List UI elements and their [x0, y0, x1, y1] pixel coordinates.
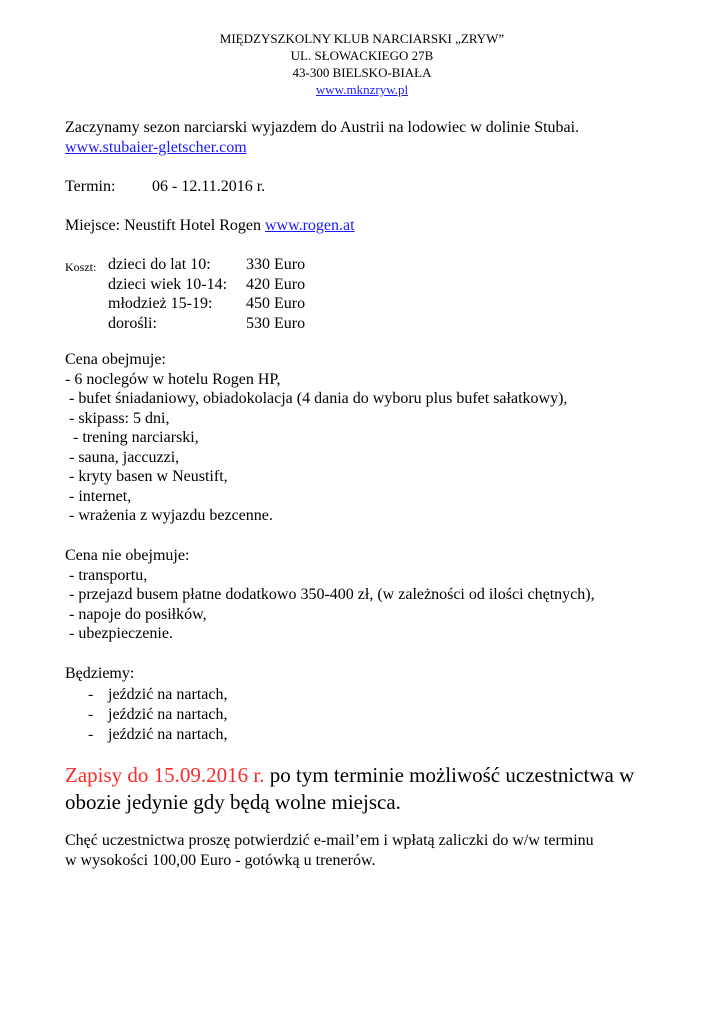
includes-item: - internet,: [65, 487, 132, 505]
includes-item: - sauna, jaccuzzi,: [65, 448, 180, 466]
includes-item: - skipass: 5 dni,: [65, 409, 170, 427]
termin-value: 06 - 12.11.2016 r.: [152, 178, 266, 195]
includes-item: - bufet śniadaniowy, obiadokolacja (4 dania do wyboru plus bufet sałatkowy),: [65, 390, 568, 407]
list-item-text: jeździć na nartach,: [108, 706, 228, 723]
excludes-item: - przejazd busem płatne dodatkowo 350-400 zł, (w zależności od ilości chętnych),: [65, 586, 595, 603]
excludes-item: - napoje do posiłków,: [65, 605, 207, 623]
includes-section: [65, 350, 567, 526]
intro-paragraph: [65, 118, 579, 157]
termin-line: [65, 177, 266, 197]
intro-text: Zaczynamy sezon narciarski wyjazdem do Austrii na lodowiec w dolinie Stubai.: [65, 119, 580, 136]
list-item-text: jeździć na nartach,: [108, 726, 228, 743]
club-website-link[interactable]: www.mknzryw.pl: [315, 82, 409, 97]
rogen-link[interactable]: www.rogen.at: [264, 217, 355, 234]
dash-bullet: -: [88, 726, 94, 743]
list-item-text: jeździć na nartach,: [108, 686, 228, 703]
activities-title: Będziemy:: [65, 665, 135, 682]
deadline-date: Zapisy do 15.09.2016 r.: [65, 763, 265, 787]
includes-item: - wrażenia z wyjazdu bezcenne.: [65, 507, 273, 524]
excludes-section: [65, 546, 595, 644]
cost-row-label: dzieci do lat 10:: [108, 256, 211, 273]
cost-row-label: dzieci wiek 10-14:: [108, 275, 228, 293]
club-street: UL. SŁOWACKIEGO 27B: [290, 48, 434, 63]
dash-bullet: -: [88, 686, 94, 703]
dash-bullet: -: [88, 706, 94, 723]
cost-row-price: 530 Euro: [246, 314, 306, 332]
cost-row-price: 420 Euro: [246, 275, 306, 293]
cost-row-label: dorośli:: [108, 314, 157, 332]
includes-item: - 6 noclegów w hotelu Rogen HP,: [65, 370, 281, 388]
miejsce-line: [65, 216, 355, 236]
includes-item: - kryty basen w Neustift,: [65, 468, 228, 485]
excludes-item: - transportu,: [65, 566, 148, 584]
miejsce-text: Miejsce: Neustift Hotel Rogen: [65, 217, 265, 234]
termin-label: Termin:: [65, 178, 116, 195]
club-city: 43-300 BIELSKO-BIAŁA: [292, 65, 432, 80]
koszt-label: Koszt:: [65, 260, 97, 274]
cost-row-price: 330 Euro: [246, 256, 306, 273]
letterhead: [0, 30, 724, 98]
confirm-line-1: Chęć uczestnictwa proszę potwierdzić e-mail’em i wpłatą zaliczki do w/w terminu: [65, 832, 594, 849]
club-name: MIĘDZYSZKOLNY KLUB NARCIARSKI „ZRYW”: [219, 31, 505, 46]
deadline-rest: po tym terminie możliwość uczestnictwa w obozie jedynie gdy będą wolne miejsca.: [65, 763, 635, 814]
excludes-title: Cena nie obejmuje:: [65, 547, 190, 564]
excludes-item: - ubezpieczenie.: [65, 625, 173, 642]
confirm-paragraph: [65, 831, 594, 870]
cost-row-price: 450 Euro: [246, 295, 306, 312]
stubai-link[interactable]: www.stubaier-gletscher.com: [65, 138, 247, 156]
deadline-notice: [65, 762, 685, 816]
includes-item: - trening narciarski,: [65, 429, 199, 446]
confirm-line-2: w wysokości 100,00 Euro - gotówką u trenerów.: [65, 851, 376, 869]
includes-title: Cena obejmuje:: [65, 351, 166, 368]
cost-row-label: młodzież 15-19:: [108, 295, 213, 312]
